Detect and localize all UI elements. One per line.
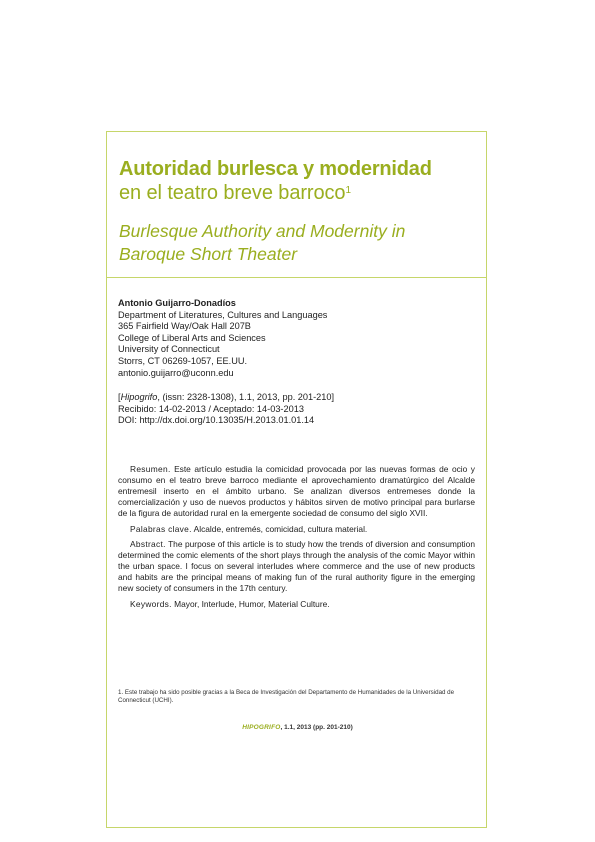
abstract-en [118, 539, 475, 594]
title-es-line1: Autoridad burlesca y modernidad [119, 158, 432, 180]
author-address2: Storrs, CT 06269-1057, EE.UU. [118, 355, 248, 366]
keywords-en-text: Mayor, Interlude, Humor, Material Culture. [171, 598, 330, 609]
article-title-spanish [119, 157, 474, 205]
author-department: Department of Literatures, Cultures and Languages [118, 309, 328, 320]
author-address1: 365 Fairfield Way/Oak Hall 207B [118, 321, 251, 332]
author-college: College of Liberal Arts and Sciences [118, 332, 266, 343]
author-name: Antonio Guijarro-Donadíos [118, 298, 236, 308]
footnote-mark: 1 [345, 185, 351, 196]
citation-journal: Hipogrifo [120, 392, 158, 402]
title-es-line2 [119, 181, 474, 205]
keywords-es [118, 524, 475, 535]
author-affiliation [118, 298, 478, 379]
page-footer [0, 724, 595, 731]
abstract-es-text: Este artículo estudia la comicidad provocada por las nuevas formas de ocio y consumo en el teatro breve barroco mediante el aprovechamiento dramatúrgico del Alcalde entremesil inserto en el ámbito urbano. Se analizan diversos entremeses donde la comercialización y uso de nuevos productos y hábitos sirven de motivo principal para burlarse de la figura de autoridad rural en la emergente sociedad de consumo del siglo XVII. [118, 464, 475, 518]
article-title-english [119, 220, 474, 266]
author-email[interactable]: antonio.guijarro@uconn.edu [118, 367, 234, 378]
keywords-es-text: Alcalde, entremés, comicidad, cultura material. [191, 523, 368, 534]
keywords-es-label: Palabras clave. [130, 523, 192, 534]
abstract-es [118, 464, 475, 519]
citation-block [118, 392, 478, 427]
author-university: University of Connecticut [118, 344, 220, 355]
footnote: 1. Este trabajo ha sido posible gracias a la Beca de Investigación del Departamento de Humanidades de la Universidad de Connecticut (UCHI). [118, 689, 455, 705]
abstract-en-label: Abstract. [130, 539, 166, 550]
title-en-line1: Burlesque Authority and Modernity in [119, 221, 406, 241]
keywords-en [118, 599, 475, 610]
title-es-line2-text: en el teatro breve barroco [119, 182, 346, 204]
citation-details: , (issn: 2328-1308), 1.1, 2013, pp. 201-210] [157, 392, 335, 402]
received-dates: Recibido: 14-02-2013 / Aceptado: 14-03-2013 [118, 403, 304, 414]
footer-issue: , 1.1, 2013 (pp. 201-210) [280, 724, 353, 731]
keywords-en-label: Keywords. [130, 598, 172, 609]
citation-line: [Hipogrifo, (issn: 2328-1308), 1.1, 2013, pp. 201-210] [118, 392, 335, 402]
abstract-es-label: Resumen. [130, 464, 171, 474]
abstracts [118, 464, 475, 615]
doi-link[interactable]: DOI: http://dx.doi.org/10.13035/H.2013.01.01.14 [118, 415, 315, 426]
abstract-en-text: The purpose of this article is to study how the trends of diversion and consumption determined the comic elements of the short plays through the analysis of the comic Mayor within the urban space. I focus on several interludes where commerce and the use of new products and habits are the principal means of making fun of the rural authority figure in the emerging new society of consumers in the 17th century. [118, 539, 475, 594]
title-en-line2: Baroque Short Theater [119, 244, 298, 264]
footer-journal: HIPOGRIFO [242, 724, 281, 731]
